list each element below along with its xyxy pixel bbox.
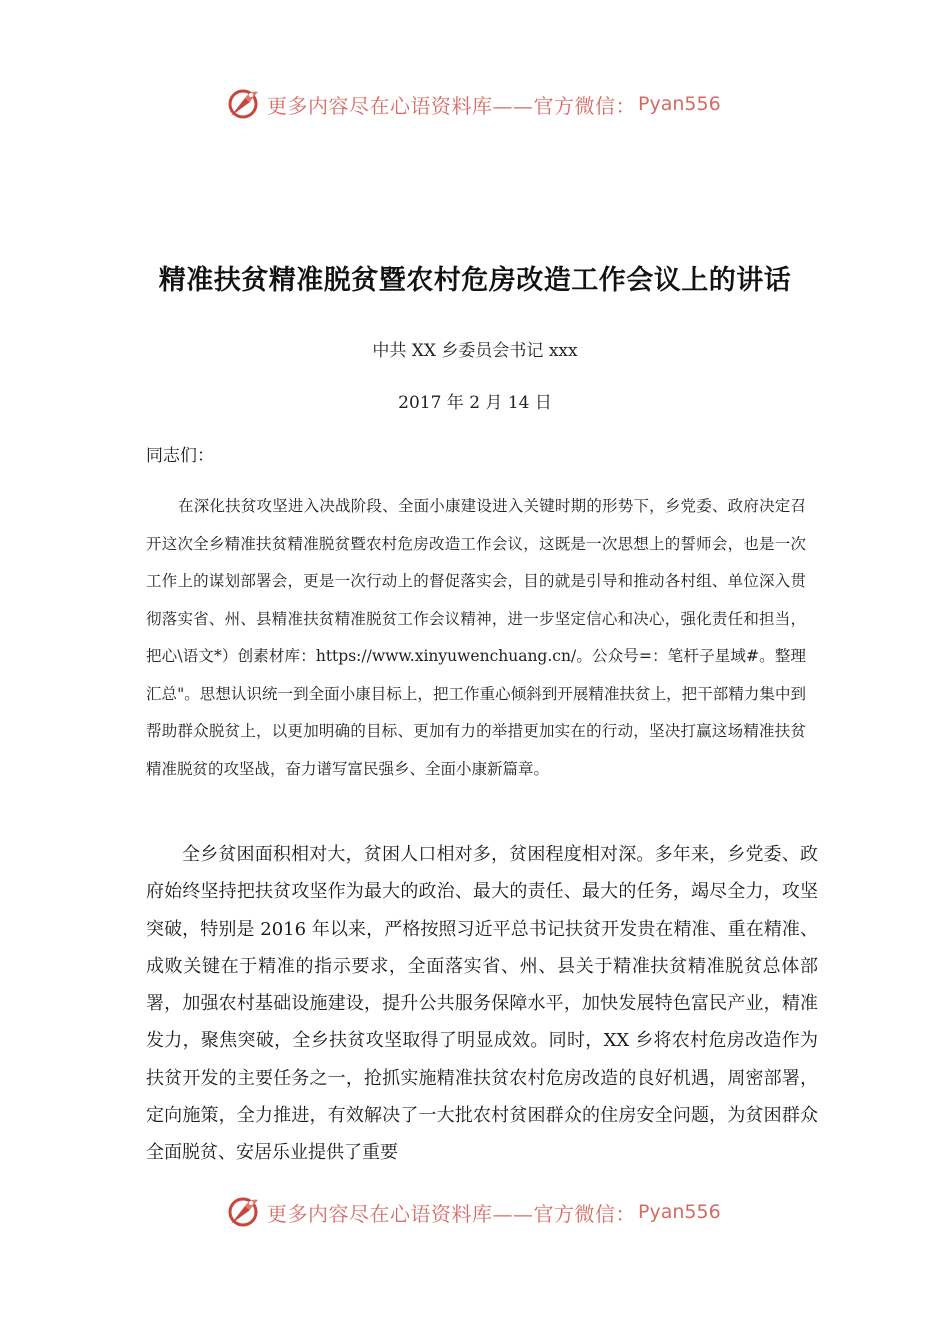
- watermark-banner-top: [225, 84, 745, 124]
- watermark-banner-bottom: [225, 1192, 745, 1232]
- brand-logo-icon: [225, 1194, 261, 1230]
- paragraph-1: 在深化扶贫攻坚进入决战阶段、全面小康建设进入关键时期的形势下，乡党委、政府决定召开这次全乡精准扶贫精准脱贫暨农村危房改造工作会议，这既是一次思想上的誓师会，也是一次工作上的谋划部署会，更是一次行动上的督促落实会，目的就是引导和推动各村组、单位深入贯彻落实省、州、县精准扶贫精准脱贫工作会议精神，进一步坚定信心和决心，强化责任和担当，把心\语文*）创素材库：https://www.xinyuwenchuang.cn/。公众号=：笔杆子星域#。整理汇总"。思想认识统一到全面小康目标上，把工作重心倾斜到开展精准扶贫上，把干部精力集中到帮助群众脱贫上，以更加明确的目标、更加有力的举措更加实在的行动，坚决打赢这场精准扶贫精准脱贫的攻坚战，奋力谱写富民强乡、全面小康新篇章。: [146, 497, 806, 778]
- document-date: 2017 年 2 月 14 日: [398, 393, 552, 413]
- watermark-wechat-id: Pyan556: [638, 1201, 721, 1223]
- document-author: 中共 XX 乡委员会书记 xxx: [372, 341, 578, 361]
- paragraph-2: 全乡贫困面积相对大，贫困人口相对多，贫困程度相对深。多年来，乡党委、政府始终坚持把扶贫攻坚作为最大的政治、最大的责任、最大的任务，竭尽全力，攻坚突破，特别是 2016 年以来，严格按照习近平总书记扶贫开发贵在精准、重在精准、成败关键在于精准的指示要求，全面落实省、州、县关于精准扶贫精准脱贫总体部署，加强农村基础设施建设，提升公共服务保障水平，加快发展特色富民产业，精准发力，聚焦突破，全乡扶贫攻坚取得了明显成效。同时，XX 乡将农村危房改造作为扶贫开发的主要任务之一，抢抓实施精准扶贫农村危房改造的良好机遇，周密部署，定向施策，全力推进，有效解决了一大批农村贫困群众的住房安全问题，为贫困群众全面脱贫、安居乐业提供了重要: [146, 844, 818, 1164]
- document-title: 精准扶贫精准脱贫暨农村危房改造工作会议上的讲话: [158, 265, 792, 296]
- watermark-wechat-id: Pyan556: [638, 93, 721, 115]
- greeting: 同志们：: [146, 446, 214, 466]
- brand-logo-icon: [225, 86, 261, 122]
- watermark-text: 更多内容尽在心语资料库——官方微信：: [267, 93, 636, 118]
- watermark-text: 更多内容尽在心语资料库——官方微信：: [267, 1201, 636, 1226]
